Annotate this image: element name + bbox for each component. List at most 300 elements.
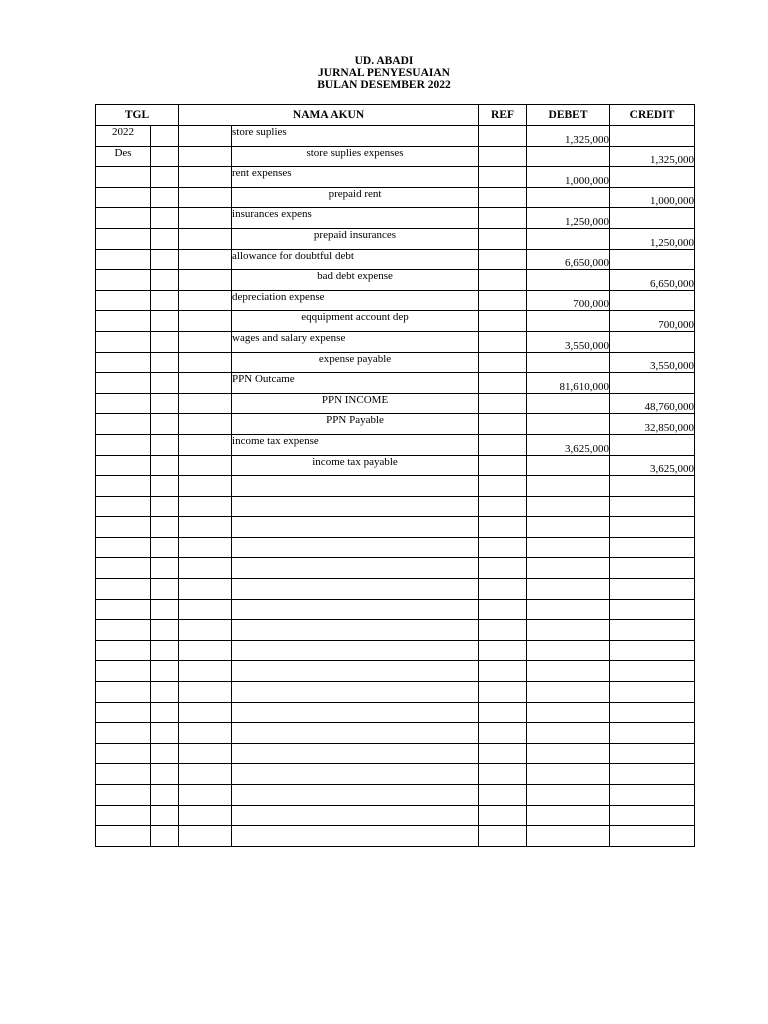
empty-cell bbox=[479, 537, 527, 558]
journal-title: JURNAL PENYESUAIAN bbox=[318, 67, 450, 79]
blank-cell bbox=[151, 208, 179, 229]
blank-cell bbox=[151, 373, 179, 394]
debet-cell bbox=[527, 146, 610, 167]
credit-cell: 48,760,000 bbox=[610, 393, 695, 414]
empty-cell bbox=[610, 785, 695, 806]
ref-cell bbox=[479, 290, 527, 311]
table-row bbox=[96, 228, 695, 249]
empty-row bbox=[96, 743, 695, 764]
table-row bbox=[96, 208, 695, 229]
empty-cell bbox=[479, 826, 527, 847]
blank-cell bbox=[151, 146, 179, 167]
empty-cell bbox=[179, 599, 232, 620]
empty-row bbox=[96, 723, 695, 744]
debet-cell: 1,325,000 bbox=[527, 126, 610, 147]
empty-cell bbox=[179, 620, 232, 641]
empty-row bbox=[96, 599, 695, 620]
empty-cell bbox=[179, 785, 232, 806]
ref-cell bbox=[479, 249, 527, 270]
credit-cell: 3,625,000 bbox=[610, 455, 695, 476]
empty-cell bbox=[479, 496, 527, 517]
blank-cell bbox=[151, 455, 179, 476]
empty-row bbox=[96, 476, 695, 497]
empty-cell bbox=[232, 476, 479, 497]
empty-cell bbox=[151, 702, 179, 723]
empty-row bbox=[96, 661, 695, 682]
ref-cell bbox=[479, 228, 527, 249]
empty-cell bbox=[232, 640, 479, 661]
empty-cell bbox=[610, 764, 695, 785]
empty-cell bbox=[610, 599, 695, 620]
tgl-cell bbox=[96, 228, 151, 249]
empty-cell bbox=[179, 579, 232, 600]
ref-cell bbox=[479, 146, 527, 167]
empty-row bbox=[96, 826, 695, 847]
empty-cell bbox=[232, 661, 479, 682]
journal-period: BULAN DESEMBER 2022 bbox=[317, 79, 451, 91]
empty-cell bbox=[151, 723, 179, 744]
credit-account-name: bad debt expense bbox=[317, 270, 393, 283]
account-cell bbox=[232, 373, 479, 394]
empty-cell bbox=[610, 723, 695, 744]
empty-cell bbox=[151, 826, 179, 847]
empty-cell bbox=[151, 599, 179, 620]
empty-cell bbox=[151, 805, 179, 826]
empty-cell bbox=[96, 640, 151, 661]
empty-cell bbox=[232, 517, 479, 538]
account-cell bbox=[232, 208, 479, 229]
blank-cell bbox=[179, 126, 232, 147]
empty-cell bbox=[96, 496, 151, 517]
empty-cell bbox=[527, 476, 610, 497]
credit-account-name: expense payable bbox=[318, 352, 392, 365]
tgl-cell bbox=[96, 393, 151, 414]
credit-account-name: income tax payable bbox=[312, 455, 398, 468]
table-row bbox=[96, 352, 695, 373]
empty-row bbox=[96, 805, 695, 826]
empty-cell bbox=[151, 661, 179, 682]
account-cell bbox=[232, 434, 479, 455]
table-header-row bbox=[96, 105, 695, 126]
table-row bbox=[96, 290, 695, 311]
empty-cell bbox=[610, 496, 695, 517]
empty-cell bbox=[151, 537, 179, 558]
ref-cell bbox=[479, 311, 527, 332]
empty-cell bbox=[151, 764, 179, 785]
empty-cell bbox=[527, 620, 610, 641]
empty-cell bbox=[479, 599, 527, 620]
account-cell bbox=[232, 126, 479, 147]
tgl-cell bbox=[96, 331, 151, 352]
empty-cell bbox=[179, 764, 232, 785]
table-row bbox=[96, 249, 695, 270]
account-cell bbox=[232, 146, 479, 167]
empty-cell bbox=[151, 579, 179, 600]
empty-cell bbox=[479, 620, 527, 641]
blank-cell bbox=[179, 331, 232, 352]
account-cell bbox=[232, 187, 479, 208]
credit-cell bbox=[610, 208, 695, 229]
empty-cell bbox=[527, 743, 610, 764]
blank-cell bbox=[179, 393, 232, 414]
empty-cell bbox=[96, 805, 151, 826]
debet-cell bbox=[527, 187, 610, 208]
debet-cell: 3,550,000 bbox=[527, 331, 610, 352]
empty-cell bbox=[179, 826, 232, 847]
empty-cell bbox=[232, 496, 479, 517]
account-cell bbox=[232, 414, 479, 435]
debit-account-name: income tax expense bbox=[232, 434, 319, 447]
credit-cell bbox=[610, 249, 695, 270]
credit-cell: 1,000,000 bbox=[610, 187, 695, 208]
empty-cell bbox=[610, 558, 695, 579]
empty-cell bbox=[151, 517, 179, 538]
empty-cell bbox=[610, 476, 695, 497]
journal-body bbox=[96, 126, 695, 847]
empty-cell bbox=[479, 661, 527, 682]
table-row bbox=[96, 187, 695, 208]
ref-cell bbox=[479, 455, 527, 476]
column-header-debet: DEBET bbox=[527, 105, 610, 126]
empty-cell bbox=[232, 702, 479, 723]
blank-cell bbox=[151, 187, 179, 208]
blank-cell bbox=[151, 393, 179, 414]
blank-cell bbox=[151, 167, 179, 188]
empty-cell bbox=[232, 620, 479, 641]
empty-cell bbox=[96, 599, 151, 620]
empty-cell bbox=[479, 682, 527, 703]
ref-cell bbox=[479, 126, 527, 147]
blank-cell bbox=[179, 434, 232, 455]
empty-cell bbox=[527, 558, 610, 579]
credit-cell: 1,250,000 bbox=[610, 228, 695, 249]
credit-cell: 32,850,000 bbox=[610, 414, 695, 435]
credit-cell: 1,325,000 bbox=[610, 146, 695, 167]
empty-cell bbox=[96, 620, 151, 641]
empty-cell bbox=[96, 661, 151, 682]
empty-cell bbox=[527, 640, 610, 661]
ref-cell bbox=[479, 352, 527, 373]
credit-cell bbox=[610, 373, 695, 394]
empty-cell bbox=[96, 537, 151, 558]
empty-cell bbox=[151, 476, 179, 497]
empty-cell bbox=[527, 599, 610, 620]
blank-cell bbox=[151, 434, 179, 455]
column-header-tgl: TGL bbox=[96, 105, 179, 126]
empty-row bbox=[96, 702, 695, 723]
blank-cell bbox=[179, 228, 232, 249]
empty-cell bbox=[96, 682, 151, 703]
debit-account-name: insurances expens bbox=[232, 208, 312, 221]
tgl-cell bbox=[96, 434, 151, 455]
debet-cell: 700,000 bbox=[527, 290, 610, 311]
company-name: UD. ABADI bbox=[354, 55, 414, 67]
empty-cell bbox=[96, 723, 151, 744]
empty-cell bbox=[179, 682, 232, 703]
blank-cell bbox=[151, 126, 179, 147]
blank-cell bbox=[179, 270, 232, 291]
tgl-cell bbox=[96, 290, 151, 311]
empty-cell bbox=[610, 702, 695, 723]
debet-cell: 6,650,000 bbox=[527, 249, 610, 270]
empty-cell bbox=[179, 517, 232, 538]
empty-cell bbox=[232, 558, 479, 579]
empty-row bbox=[96, 620, 695, 641]
empty-row bbox=[96, 640, 695, 661]
table-row bbox=[96, 373, 695, 394]
empty-cell bbox=[232, 764, 479, 785]
blank-cell bbox=[179, 167, 232, 188]
journal-table bbox=[95, 104, 695, 847]
empty-cell bbox=[232, 579, 479, 600]
debit-account-name: rent expenses bbox=[232, 167, 292, 180]
column-header-ref: REF bbox=[479, 105, 527, 126]
empty-cell bbox=[151, 558, 179, 579]
blank-cell bbox=[179, 208, 232, 229]
ref-cell bbox=[479, 208, 527, 229]
debet-cell bbox=[527, 455, 610, 476]
table-row bbox=[96, 331, 695, 352]
empty-row bbox=[96, 517, 695, 538]
credit-cell: 6,650,000 bbox=[610, 270, 695, 291]
ref-cell bbox=[479, 187, 527, 208]
table-row bbox=[96, 455, 695, 476]
debit-account-name: depreciation expense bbox=[232, 290, 325, 303]
ref-cell bbox=[479, 434, 527, 455]
empty-cell bbox=[610, 517, 695, 538]
empty-cell bbox=[96, 764, 151, 785]
empty-cell bbox=[479, 517, 527, 538]
account-cell bbox=[232, 331, 479, 352]
empty-cell bbox=[610, 682, 695, 703]
empty-cell bbox=[610, 661, 695, 682]
empty-cell bbox=[96, 579, 151, 600]
empty-cell bbox=[527, 723, 610, 744]
debit-account-name: wages and salary expense bbox=[232, 331, 346, 344]
empty-cell bbox=[179, 476, 232, 497]
account-cell bbox=[232, 455, 479, 476]
empty-cell bbox=[527, 496, 610, 517]
table-row bbox=[96, 393, 695, 414]
tgl-cell bbox=[96, 414, 151, 435]
tgl-cell bbox=[96, 249, 151, 270]
document-header bbox=[0, 55, 768, 91]
blank-cell bbox=[179, 373, 232, 394]
tgl-cell bbox=[96, 455, 151, 476]
empty-cell bbox=[527, 517, 610, 538]
blank-cell bbox=[179, 187, 232, 208]
credit-cell: 700,000 bbox=[610, 311, 695, 332]
empty-cell bbox=[527, 826, 610, 847]
empty-cell bbox=[610, 537, 695, 558]
blank-cell bbox=[179, 455, 232, 476]
blank-cell bbox=[151, 249, 179, 270]
empty-cell bbox=[610, 640, 695, 661]
empty-cell bbox=[527, 661, 610, 682]
table-row bbox=[96, 126, 695, 147]
empty-cell bbox=[96, 702, 151, 723]
blank-cell bbox=[151, 290, 179, 311]
blank-cell bbox=[151, 414, 179, 435]
debet-cell: 1,000,000 bbox=[527, 167, 610, 188]
empty-cell bbox=[151, 682, 179, 703]
empty-cell bbox=[479, 558, 527, 579]
ref-cell bbox=[479, 270, 527, 291]
debet-cell bbox=[527, 393, 610, 414]
blank-cell bbox=[179, 249, 232, 270]
ref-cell bbox=[479, 167, 527, 188]
empty-row bbox=[96, 682, 695, 703]
account-cell bbox=[232, 311, 479, 332]
blank-cell bbox=[179, 146, 232, 167]
empty-cell bbox=[232, 805, 479, 826]
empty-cell bbox=[232, 682, 479, 703]
blank-cell bbox=[179, 352, 232, 373]
empty-cell bbox=[527, 537, 610, 558]
empty-cell bbox=[96, 517, 151, 538]
empty-cell bbox=[479, 579, 527, 600]
blank-cell bbox=[151, 352, 179, 373]
empty-cell bbox=[96, 558, 151, 579]
empty-cell bbox=[479, 764, 527, 785]
empty-cell bbox=[610, 743, 695, 764]
empty-cell bbox=[232, 826, 479, 847]
empty-cell bbox=[179, 723, 232, 744]
empty-cell bbox=[179, 496, 232, 517]
empty-cell bbox=[179, 640, 232, 661]
credit-account-name: prepaid rent bbox=[328, 187, 382, 200]
empty-cell bbox=[610, 805, 695, 826]
table-row bbox=[96, 167, 695, 188]
empty-cell bbox=[232, 785, 479, 806]
empty-cell bbox=[527, 682, 610, 703]
account-cell bbox=[232, 228, 479, 249]
tgl-cell bbox=[96, 270, 151, 291]
empty-cell bbox=[96, 476, 151, 497]
empty-cell bbox=[527, 702, 610, 723]
tgl-cell bbox=[96, 187, 151, 208]
empty-cell bbox=[179, 702, 232, 723]
table-row bbox=[96, 414, 695, 435]
debit-account-name: allowance for doubtful debt bbox=[232, 249, 354, 262]
empty-cell bbox=[527, 764, 610, 785]
empty-row bbox=[96, 537, 695, 558]
empty-row bbox=[96, 579, 695, 600]
table-row bbox=[96, 434, 695, 455]
empty-cell bbox=[96, 826, 151, 847]
empty-cell bbox=[232, 537, 479, 558]
account-cell bbox=[232, 270, 479, 291]
empty-cell bbox=[232, 599, 479, 620]
blank-cell bbox=[179, 414, 232, 435]
empty-cell bbox=[232, 723, 479, 744]
credit-account-name: PPN Payable bbox=[326, 414, 384, 427]
empty-cell bbox=[479, 640, 527, 661]
debet-cell bbox=[527, 270, 610, 291]
tgl-cell bbox=[96, 311, 151, 332]
blank-cell bbox=[151, 270, 179, 291]
credit-cell bbox=[610, 290, 695, 311]
debet-cell bbox=[527, 352, 610, 373]
empty-cell bbox=[179, 537, 232, 558]
credit-cell bbox=[610, 331, 695, 352]
debet-cell: 3,625,000 bbox=[527, 434, 610, 455]
empty-cell bbox=[96, 785, 151, 806]
tgl-cell bbox=[96, 167, 151, 188]
empty-row bbox=[96, 764, 695, 785]
ref-cell bbox=[479, 414, 527, 435]
blank-cell bbox=[151, 228, 179, 249]
account-cell bbox=[232, 249, 479, 270]
credit-account-name: prepaid insurances bbox=[313, 228, 397, 241]
tgl-cell bbox=[96, 352, 151, 373]
tgl-cell bbox=[96, 373, 151, 394]
empty-cell bbox=[179, 805, 232, 826]
empty-cell bbox=[527, 785, 610, 806]
empty-cell bbox=[610, 579, 695, 600]
empty-cell bbox=[479, 743, 527, 764]
table-row bbox=[96, 311, 695, 332]
credit-account-name: PPN INCOME bbox=[321, 393, 389, 406]
debet-cell bbox=[527, 414, 610, 435]
empty-cell bbox=[151, 496, 179, 517]
ref-cell bbox=[479, 373, 527, 394]
empty-cell bbox=[479, 723, 527, 744]
tgl-cell: Des bbox=[96, 146, 151, 167]
debet-cell: 1,250,000 bbox=[527, 208, 610, 229]
account-cell bbox=[232, 393, 479, 414]
credit-cell bbox=[610, 126, 695, 147]
account-cell bbox=[232, 352, 479, 373]
empty-cell bbox=[479, 702, 527, 723]
empty-cell bbox=[479, 785, 527, 806]
debit-account-name: store suplies bbox=[232, 126, 287, 138]
credit-cell bbox=[610, 167, 695, 188]
blank-cell bbox=[151, 311, 179, 332]
empty-cell bbox=[527, 805, 610, 826]
debet-cell: 81,610,000 bbox=[527, 373, 610, 394]
empty-cell bbox=[479, 476, 527, 497]
empty-row bbox=[96, 496, 695, 517]
ref-cell bbox=[479, 331, 527, 352]
empty-cell bbox=[151, 620, 179, 641]
blank-cell bbox=[179, 311, 232, 332]
empty-cell bbox=[479, 805, 527, 826]
empty-cell bbox=[232, 743, 479, 764]
credit-cell bbox=[610, 434, 695, 455]
debet-cell bbox=[527, 311, 610, 332]
tgl-cell bbox=[96, 208, 151, 229]
debet-cell bbox=[527, 228, 610, 249]
empty-cell bbox=[151, 743, 179, 764]
empty-row bbox=[96, 785, 695, 806]
blank-cell bbox=[179, 290, 232, 311]
empty-cell bbox=[179, 661, 232, 682]
credit-account-name: store suplies expenses bbox=[306, 146, 404, 159]
empty-cell bbox=[610, 826, 695, 847]
credit-account-name: eqquipment account dep bbox=[301, 311, 409, 324]
credit-cell: 3,550,000 bbox=[610, 352, 695, 373]
empty-cell bbox=[179, 743, 232, 764]
empty-cell bbox=[96, 743, 151, 764]
account-cell bbox=[232, 290, 479, 311]
empty-cell bbox=[527, 579, 610, 600]
debit-account-name: PPN Outcame bbox=[232, 373, 295, 386]
table-row bbox=[96, 270, 695, 291]
empty-cell bbox=[179, 558, 232, 579]
column-header-credit: CREDIT bbox=[610, 105, 695, 126]
tgl-cell: 2022 bbox=[96, 126, 151, 147]
